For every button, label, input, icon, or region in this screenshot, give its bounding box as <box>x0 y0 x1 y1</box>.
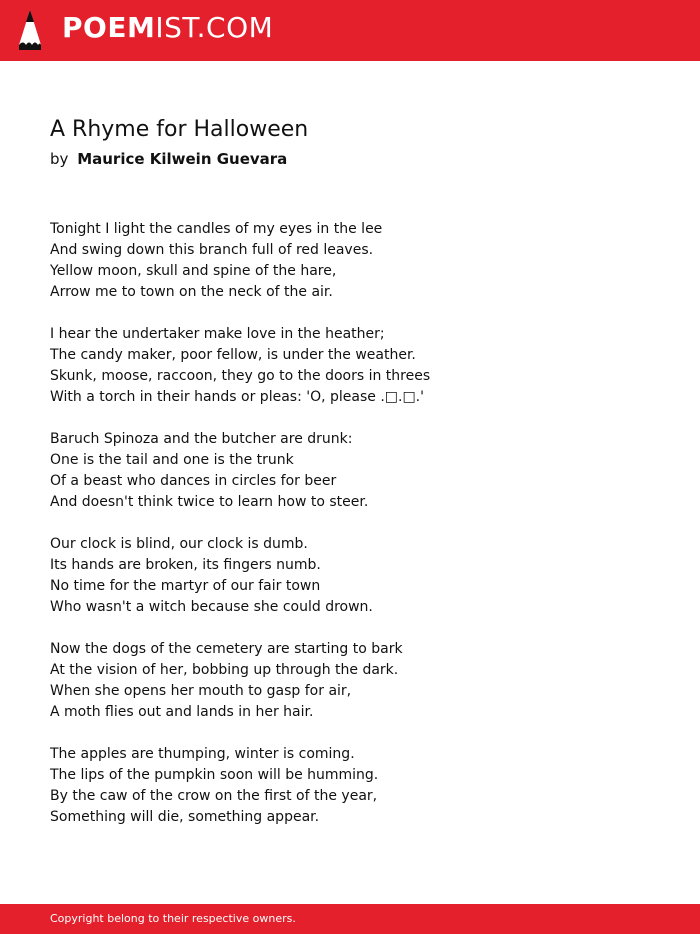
site-header <box>0 0 700 61</box>
pencil-icon <box>17 9 43 51</box>
poem-line: No time for the martyr of our fair town <box>50 578 321 594</box>
poem-line: With a torch in their hands or pleas: 'O, please .□.□.' <box>50 389 424 405</box>
poem-line: A moth flies out and lands in her hair. <box>50 704 314 720</box>
brand-bold: POEM <box>62 11 156 44</box>
stanza <box>50 219 650 303</box>
stanza <box>50 639 650 723</box>
poem-title: A Rhyme for Halloween <box>50 117 309 142</box>
brand-thin: IST.COM <box>155 11 274 44</box>
poem-line: Who wasn't a witch because she could drown. <box>50 599 373 615</box>
stanza <box>50 324 650 408</box>
site-logo-link[interactable] <box>62 11 273 44</box>
stanza <box>50 534 650 618</box>
poem-line: The apples are thumping, winter is coming. <box>50 746 355 762</box>
poem-line: When she opens her mouth to gasp for air, <box>50 683 352 699</box>
by-label: by <box>50 150 69 168</box>
poem-line: Of a beast who dances in circles for beer <box>50 473 337 489</box>
poem-line: Now the dogs of the cemetery are starting to bark <box>50 641 403 657</box>
stanza <box>50 744 650 828</box>
poem-line: By the caw of the crow on the first of the year, <box>50 788 378 804</box>
copyright-notice: Copyright belong to their respective owners. <box>50 912 296 925</box>
stanza <box>50 429 650 513</box>
author-name: Maurice Kilwein Guevara <box>77 150 288 168</box>
poem-line: And swing down this branch full of red leaves. <box>50 242 374 258</box>
poem-line: Its hands are broken, its fingers numb. <box>50 557 321 573</box>
poem-line: One is the tail and one is the trunk <box>50 452 294 468</box>
poem-line: Tonight I light the candles of my eyes in the lee <box>50 221 383 237</box>
poem-line: Our clock is blind, our clock is dumb. <box>50 536 308 552</box>
poem-line: At the vision of her, bobbing up through the dark. <box>50 662 399 678</box>
poem-line: The candy maker, poor fellow, is under the weather. <box>50 347 416 363</box>
site-footer <box>0 904 700 934</box>
poem-line: Yellow moon, skull and spine of the hare, <box>50 263 337 279</box>
poem-line: Something will die, something appear. <box>50 809 320 825</box>
poem-line: Arrow me to town on the neck of the air. <box>50 284 333 300</box>
poem-line: And doesn't think twice to learn how to steer. <box>50 494 369 510</box>
poem-line: I hear the undertaker make love in the heather; <box>50 326 385 342</box>
poem-line: Baruch Spinoza and the butcher are drunk: <box>50 431 353 447</box>
poem-body <box>50 219 650 849</box>
byline <box>50 150 287 168</box>
poem-line: Skunk, moose, raccoon, they go to the doors in threes <box>50 368 431 384</box>
poem-line: The lips of the pumpkin soon will be humming. <box>50 767 379 783</box>
